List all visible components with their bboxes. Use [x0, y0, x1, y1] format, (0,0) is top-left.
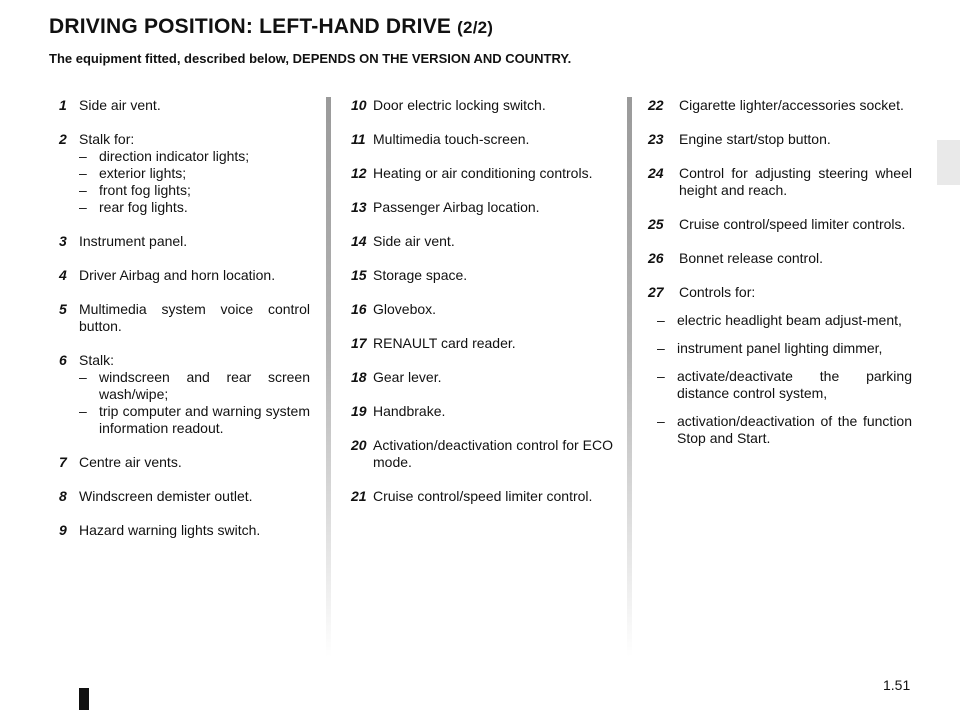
legend-sub-item: – direction indicator lights; [79, 148, 310, 165]
legend-item-text: Instrument panel. [79, 233, 188, 249]
legend-item [351, 403, 613, 420]
legend-item-number: 15 [351, 267, 367, 283]
legend-item-number: 9 [59, 522, 67, 538]
legend-item-text: Activation/deactivation control for ECO mode. [373, 437, 613, 470]
legend-item-text: Glovebox. [373, 301, 437, 317]
legend-item-number: 18 [351, 369, 367, 385]
legend-item-text: Gear lever. [373, 369, 442, 385]
legend-item [57, 97, 310, 114]
legend-item [351, 233, 613, 250]
column-divider [627, 97, 632, 657]
column-divider [326, 97, 331, 657]
legend-item-text: Driver Airbag and horn location. [79, 267, 276, 283]
legend-item [351, 301, 613, 318]
legend-item-text: Cruise control/speed limiter controls. [679, 216, 906, 232]
legend-item-number: 8 [59, 488, 67, 504]
legend-sub-item: – rear fog lights. [79, 199, 310, 216]
legend-item-text: Heating or air conditioning controls. [373, 165, 593, 181]
legend-item-number: 19 [351, 403, 367, 419]
legend-item-number: 5 [59, 301, 67, 317]
legend-item-text: Windscreen demister outlet. [79, 488, 253, 504]
legend-item-number: 14 [351, 233, 367, 249]
legend-item [351, 165, 613, 182]
legend-item [351, 335, 613, 352]
legend-item-number: 26 [648, 250, 664, 266]
legend-item [57, 454, 310, 471]
legend-sub-list [79, 369, 310, 437]
legend-item [57, 488, 310, 505]
legend-item-text: Bonnet release control. [679, 250, 823, 266]
legend-sub-list [79, 148, 310, 216]
legend-item-number: 16 [351, 301, 367, 317]
legend-item [648, 165, 912, 199]
legend-item-text: Passenger Airbag location. [373, 199, 540, 215]
legend-item-text: Multimedia touch-screen. [373, 131, 530, 147]
legend-item [648, 97, 912, 114]
legend-sub-item: – instrument panel lighting dimmer, [657, 340, 912, 357]
legend-item [648, 216, 912, 233]
page-title-text: DRIVING POSITION: LEFT-HAND DRIVE [49, 15, 452, 38]
legend-item-number: 2 [59, 131, 67, 147]
legend-item-number: 13 [351, 199, 367, 215]
legend-item [351, 369, 613, 386]
legend-item [57, 522, 310, 539]
legend-item [648, 131, 912, 148]
legend-item-number: 24 [648, 165, 664, 181]
legend-sub-item: – exterior lights; [79, 165, 310, 182]
legend-item-text: Multimedia system voice control button. [79, 301, 310, 334]
legend-item-number: 3 [59, 233, 67, 249]
legend-item [351, 437, 613, 471]
legend-sub-item: – windscreen and rear screen wash/wipe; [79, 369, 310, 403]
legend-item [57, 301, 310, 335]
legend-sub-item: – front fog lights; [79, 182, 310, 199]
legend-item-text: Controls for: [679, 284, 756, 300]
legend-sub-item: – trip computer and warning system information readout. [79, 403, 310, 437]
legend-item [351, 97, 613, 114]
legend-item-number: 23 [648, 131, 664, 147]
legend-item-text: Handbrake. [373, 403, 446, 419]
legend-item [351, 488, 613, 505]
equipment-notice: The equipment fitted, described below, DEPENDS ON THE VERSION AND COUNTRY. [49, 51, 572, 66]
page-number: 1.51 [883, 677, 911, 693]
legend-item-number: 1 [59, 97, 67, 113]
legend-item [57, 233, 310, 250]
legend-item-text: Side air vent. [79, 97, 161, 113]
legend-item [57, 267, 310, 284]
legend-column-3 [648, 97, 912, 464]
legend-item-text: Cruise control/speed limiter control. [373, 488, 593, 504]
page-corner-mark [79, 688, 89, 710]
legend-item [351, 131, 613, 148]
legend-item-text: Door electric locking switch. [373, 97, 546, 113]
legend-item-text: Cigarette lighter/accessories socket. [679, 97, 904, 113]
legend-item [351, 199, 613, 216]
legend-item-text: Stalk: [79, 352, 115, 368]
legend-column-1 [57, 97, 310, 556]
legend-item-number: 10 [351, 97, 367, 113]
legend-sub-item: – activate/deactivate the parking distance control system, [657, 368, 912, 402]
legend-item-text: Storage space. [373, 267, 468, 283]
legend-sub-item: – activation/deactivation of the function Stop and Start. [657, 413, 912, 447]
page-part-indicator: (2/2) [457, 18, 494, 37]
legend-item [648, 250, 912, 267]
legend-item-number: 7 [59, 454, 67, 470]
legend-item-text: Control for adjusting steering wheel height and reach. [679, 165, 912, 198]
legend-item [57, 131, 310, 216]
legend-item-text: Centre air vents. [79, 454, 182, 470]
legend-item-number: 27 [648, 284, 664, 300]
legend-item-text: Engine start/stop button. [679, 131, 831, 147]
legend-item-number: 12 [351, 165, 367, 181]
section-tab [937, 140, 960, 185]
legend-item-number: 22 [648, 97, 664, 113]
legend-item-number: 11 [351, 131, 366, 147]
legend-column-2 [351, 97, 613, 522]
legend-item-number: 6 [59, 352, 67, 368]
page-title [49, 15, 493, 39]
legend-item [57, 352, 310, 437]
legend-item-number: 20 [351, 437, 367, 453]
legend-item [648, 284, 912, 447]
legend-sub-list [657, 312, 912, 447]
legend-item-number: 17 [351, 335, 367, 351]
legend-item-text: Hazard warning lights switch. [79, 522, 261, 538]
legend-item-text: RENAULT card reader. [373, 335, 516, 351]
legend-item [351, 267, 613, 284]
legend-item-text: Stalk for: [79, 131, 135, 147]
legend-item-number: 21 [351, 488, 367, 504]
legend-item-number: 25 [648, 216, 664, 232]
legend-item-number: 4 [59, 267, 67, 283]
legend-sub-item: – electric headlight beam adjust-ment, [657, 312, 912, 329]
legend-item-text: Side air vent. [373, 233, 455, 249]
